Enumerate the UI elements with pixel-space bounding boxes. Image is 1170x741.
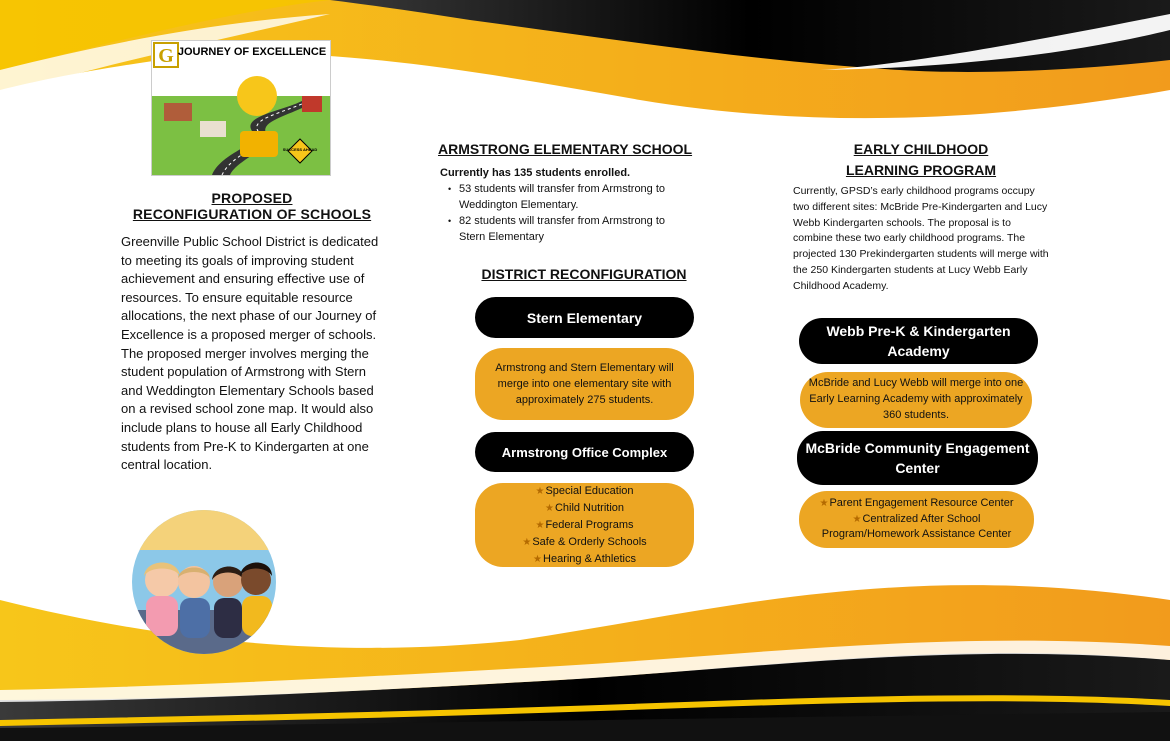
mcbride-services-pill xyxy=(799,491,1034,548)
list-item: • 53 students will transfer from Armstrong to Weddington Elementary. xyxy=(446,181,681,213)
proposed-reconfiguration-heading xyxy=(120,190,384,222)
star-icon: ★ xyxy=(535,485,545,497)
children-photo xyxy=(132,510,276,654)
star-icon: ★ xyxy=(852,513,862,525)
svg-text:SUCCESS AHEAD: SUCCESS AHEAD xyxy=(282,147,318,152)
heading-line-2: LEARNING PROGRAM xyxy=(845,162,997,178)
star-icon: ★ xyxy=(544,502,554,514)
logo-illustration xyxy=(152,41,330,175)
list-item: • 82 students will transfer from Armstrong to Stern Elementary xyxy=(446,213,681,245)
list-item: ★Centralized After School Program/Homework Assistance Center xyxy=(821,512,1012,541)
intro-paragraph: Greenville Public School District is dedicated to meeting its goals of improving student achievement and ensuring effective use of resources. To ensure equitable resource allocations, the next phase of our Journey of Excellence is a proposed merger of schools. The proposed merger involves merging the student population of Armstrong with Stern and Weddington Elementary Schools based on a revised school zone map. It would also include plans to house all Early Childhood students from Pre-K to Kindergarten at one central location. xyxy=(121,234,379,473)
armstrong-heading: ARMSTRONG ELEMENTARY SCHOOL xyxy=(438,141,693,157)
webb-description-pill: McBride and Lucy Webb will merge into one Early Learning Academy with approximately 360 students. xyxy=(800,372,1032,428)
list-item: ★Hearing & Athletics xyxy=(533,552,636,565)
stern-elementary-pill: Stern Elementary xyxy=(475,297,694,338)
star-icon: ★ xyxy=(522,536,532,548)
journey-of-excellence-logo xyxy=(151,40,331,176)
star-icon: ★ xyxy=(533,553,543,565)
heading-line-2: RECONFIGURATION OF SCHOOLS xyxy=(132,206,372,222)
armstrong-office-complex-pill: Armstrong Office Complex xyxy=(475,432,694,472)
mcbride-center-pill: McBride Community Engagement Center xyxy=(797,431,1038,485)
star-icon: ★ xyxy=(819,497,829,509)
children-photo-art xyxy=(132,510,276,654)
early-childhood-heading xyxy=(792,139,1050,181)
district-reconfiguration-heading: DISTRICT RECONFIGURATION xyxy=(481,266,687,282)
svg-text:JOURNEY OF EXCELLENCE: JOURNEY OF EXCELLENCE xyxy=(177,46,327,58)
office-services-pill xyxy=(475,483,694,567)
early-childhood-paragraph: Currently, GPSD’s early childhood programs occupy two different sites: McBride Pre-Kindergarten and Lucy Webb Kindergarten schools. The proposal is to combine these two early childhood programs. The projected 130 Prekindergarten students will merge with the 250 Kindergarten students at Lucy Webb Early Childhood Academy. xyxy=(793,185,1049,292)
list-item: ★Federal Programs xyxy=(535,518,634,531)
list-item: ★Safe & Orderly Schools xyxy=(522,535,647,548)
list-item: ★Child Nutrition xyxy=(544,501,625,514)
list-item: ★Special Education xyxy=(535,484,634,497)
heading-line-1: EARLY CHILDHOOD xyxy=(853,141,989,157)
enrollment-text: Currently has 135 students enrolled. xyxy=(440,167,631,179)
star-icon: ★ xyxy=(535,519,545,531)
webb-academy-pill: Webb Pre-K & Kindergarten Academy xyxy=(799,318,1038,364)
transfer-list xyxy=(446,181,681,245)
svg-text:G: G xyxy=(158,45,174,67)
list-item: ★Parent Engagement Resource Center xyxy=(819,496,1014,509)
stern-description-pill: Armstrong and Stern Elementary will merge into one elementary site with approximately 275 students. xyxy=(475,348,694,420)
heading-line-1: PROPOSED xyxy=(211,190,293,206)
